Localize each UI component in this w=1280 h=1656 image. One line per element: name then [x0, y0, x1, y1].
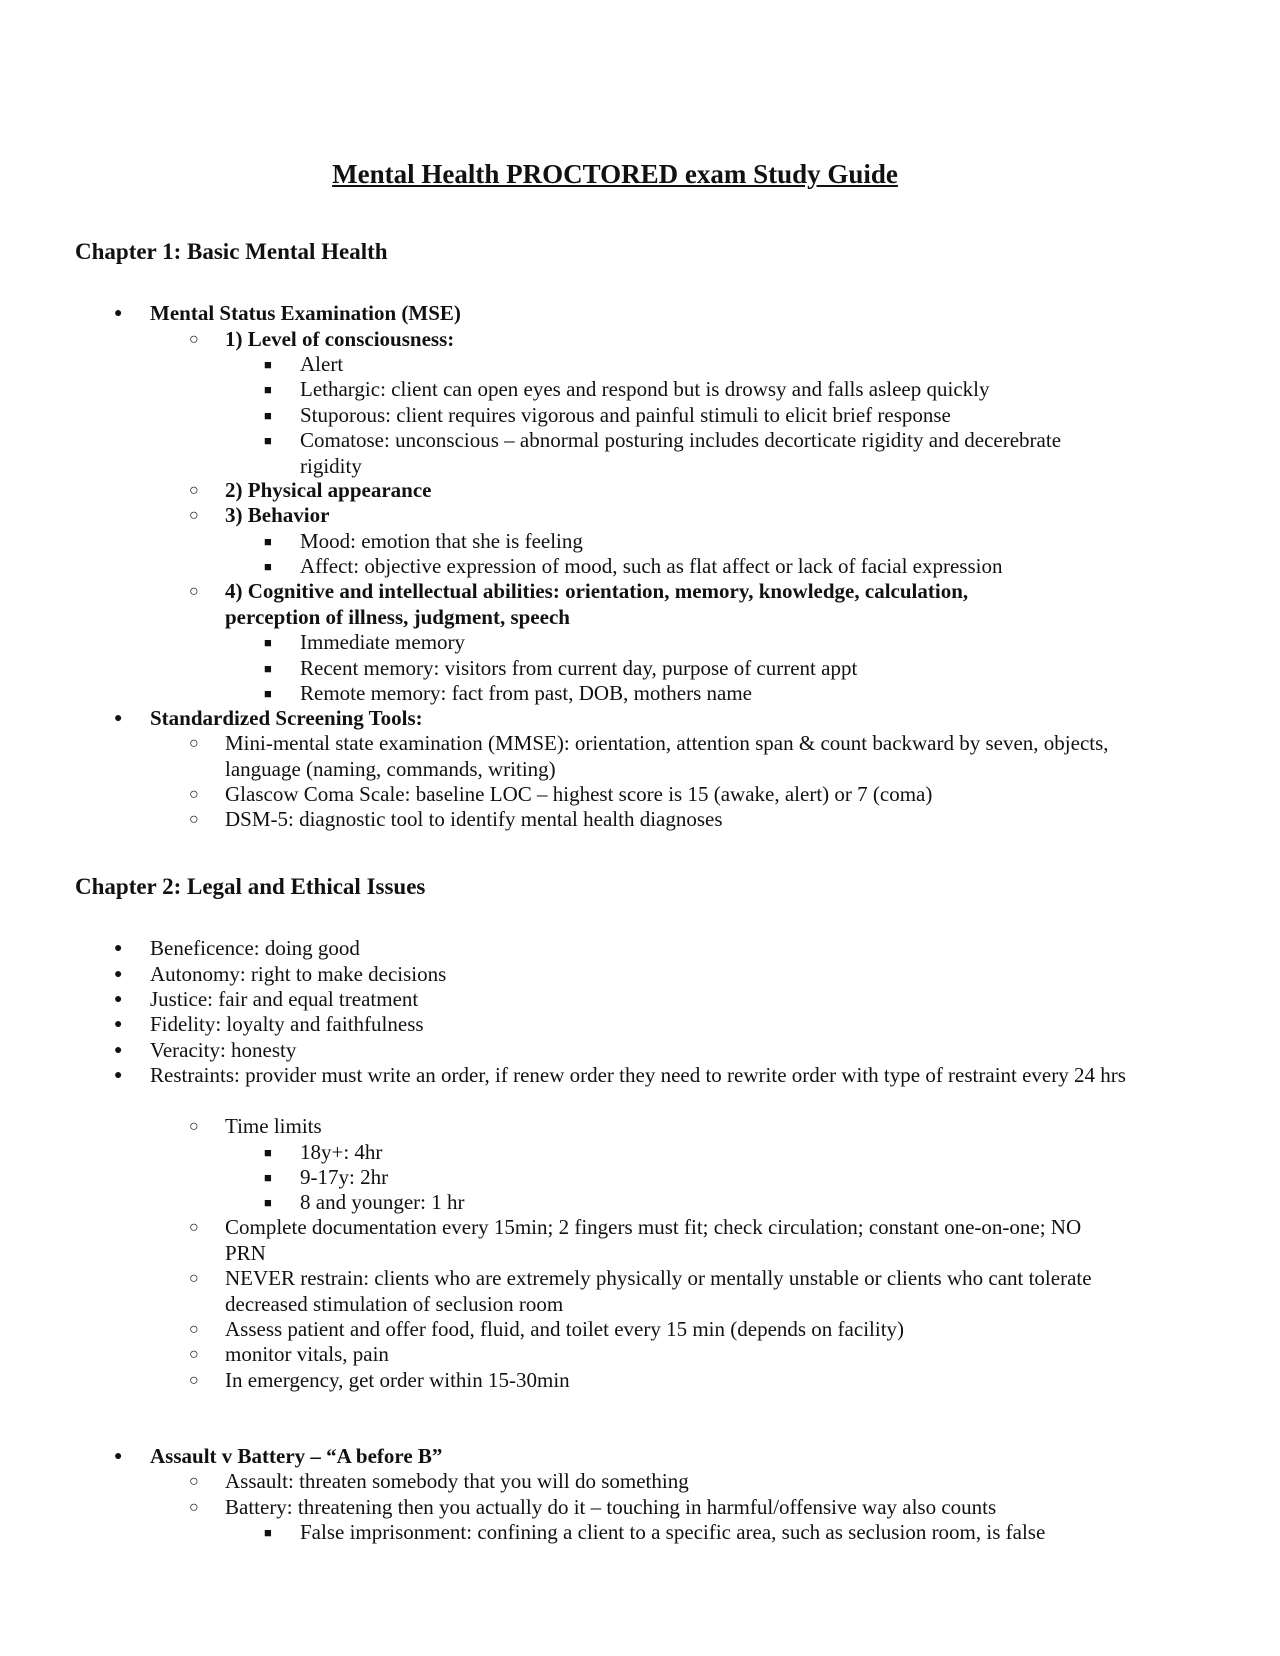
bullet-circle-icon: ○: [189, 1372, 199, 1389]
list-item: ○ Assault: threaten somebody that you will do something: [189, 1469, 689, 1493]
bullet-dot-icon: ●: [114, 711, 123, 726]
list-item: ■ 9-17y: 2hr: [264, 1165, 389, 1189]
list-item: ○ Assess patient and offer food, fluid, and toilet every 15 min (depends on facility): [189, 1317, 905, 1341]
list-item: ○ Time limits: [189, 1114, 322, 1138]
bullet-square-icon: ■: [264, 534, 272, 549]
bullet-dot-icon: ●: [114, 941, 123, 956]
list-item: ○ In emergency, get order within 15-30min: [189, 1368, 570, 1392]
bullet-square-icon: ■: [264, 635, 272, 650]
list-item: ● Restraints: provider must write an order, if renew order they need to rewrite order with type of restraint every 24 hrs: [114, 1063, 1126, 1087]
list-item: ■ Immediate memory: [264, 630, 466, 654]
bullet-dot-icon: ●: [114, 1068, 123, 1083]
bullet-square-icon: ■: [264, 661, 272, 676]
list-item: ● Beneficence: doing good: [114, 936, 360, 960]
list-item: ● Standardized Screening Tools:: [114, 706, 423, 730]
list-item: ○ 2) Physical appearance: [189, 478, 432, 502]
list-item: ■ Affect: objective expression of mood, such as flat affect or lack of facial expression: [264, 554, 1003, 578]
bullet-circle-icon: ○: [189, 583, 199, 600]
bullet-circle-icon: ○: [189, 1321, 199, 1338]
bullet-square-icon: ■: [264, 1170, 272, 1185]
bullet-circle-icon: ○: [189, 1346, 199, 1363]
bullet-circle-icon: ○: [189, 1499, 199, 1516]
bullet-square-icon: ■: [264, 357, 272, 372]
list-item: ● Fidelity: loyalty and faithfulness: [114, 1012, 424, 1036]
bullet-dot-icon: ●: [114, 992, 123, 1007]
bullet-square-icon: ■: [264, 382, 272, 397]
bullet-circle-icon: ○: [189, 1219, 199, 1236]
list-item: ○ monitor vitals, pain: [189, 1342, 389, 1366]
list-item: ○ Battery: threatening then you actually do it – touching in harmful/offensive way also counts: [189, 1495, 997, 1519]
bullet-dot-icon: ●: [114, 306, 123, 321]
list-item: ■ Stuporous: client requires vigorous and painful stimuli to elicit brief response: [264, 403, 951, 427]
bullet-square-icon: ■: [264, 433, 272, 448]
bullet-square-icon: ■: [264, 1195, 272, 1210]
list-item: ○ 1) Level of consciousness:: [189, 327, 455, 351]
list-item: ■ 8 and younger: 1 hr: [264, 1190, 465, 1214]
list-item: ○ Glascow Coma Scale: baseline LOC – highest score is 15 (awake, alert) or 7 (coma): [189, 782, 933, 806]
list-item: ■ Lethargic: client can open eyes and respond but is drowsy and falls asleep quickly: [264, 377, 990, 401]
bullet-circle-icon: ○: [189, 1270, 199, 1287]
list-item: ● Autonomy: right to make decisions: [114, 962, 447, 986]
list-item: ■ Recent memory: visitors from current day, purpose of current appt: [264, 656, 858, 680]
list-item: ○ Mini-mental state examination (MMSE): orientation, attention span & count backward by seven, objects, language (naming, commands, writing): [189, 731, 1109, 781]
list-item: ■ Remote memory: fact from past, DOB, mothers name: [264, 681, 752, 705]
list-item: ○ 4) Cognitive and intellectual abilities: orientation, memory, knowledge, calculation, perception of illness, judgment, speech: [189, 579, 969, 629]
bullet-circle-icon: ○: [189, 786, 199, 803]
list-item: ■ 18y+: 4hr: [264, 1140, 383, 1164]
bullet-circle-icon: ○: [189, 1118, 199, 1135]
bullet-square-icon: ■: [264, 1525, 272, 1540]
bullet-dot-icon: ●: [114, 1449, 123, 1464]
chapter-2-heading: Chapter 2: Legal and Ethical Issues: [75, 874, 426, 899]
list-item: ■ Comatose: unconscious – abnormal posturing includes decorticate rigidity and decerebrate rigidity: [264, 428, 1062, 478]
bullet-circle-icon: ○: [189, 811, 199, 828]
list-item: ■ False imprisonment: confining a client to a specific area, such as seclusion room, is false: [264, 1520, 1046, 1544]
bullet-circle-icon: ○: [189, 482, 199, 499]
page-title: Mental Health PROCTORED exam Study Guide: [332, 159, 898, 189]
bullet-square-icon: ■: [264, 408, 272, 423]
list-item: ● Assault v Battery – “A before B”: [114, 1444, 443, 1468]
list-item: ○ Complete documentation every 15min; 2 fingers must fit; check circulation; constant one-on-one; NO PRN: [189, 1215, 1082, 1265]
list-item: ● Mental Status Examination (MSE): [114, 301, 461, 325]
chapter-1-heading: Chapter 1: Basic Mental Health: [75, 239, 388, 264]
bullet-dot-icon: ●: [114, 1017, 123, 1032]
bullet-dot-icon: ●: [114, 967, 123, 982]
bullet-square-icon: ■: [264, 559, 272, 574]
list-item: ● Veracity: honesty: [114, 1038, 297, 1062]
bullet-circle-icon: ○: [189, 331, 199, 348]
list-item: ○ DSM-5: diagnostic tool to identify mental health diagnoses: [189, 807, 723, 831]
bullet-dot-icon: ●: [114, 1043, 123, 1058]
bullet-square-icon: ■: [264, 1145, 272, 1160]
list-item: ■ Mood: emotion that she is feeling: [264, 529, 583, 553]
list-item: ○ NEVER restrain: clients who are extremely physically or mentally unstable or clients who cant tolerate decreased stimulation of seclusion room: [189, 1266, 1092, 1316]
bullet-circle-icon: ○: [189, 507, 199, 524]
list-item: ○ 3) Behavior: [189, 503, 330, 527]
list-item: ● Justice: fair and equal treatment: [114, 987, 419, 1011]
bullet-square-icon: ■: [264, 686, 272, 701]
bullet-circle-icon: ○: [189, 735, 199, 752]
bullet-circle-icon: ○: [189, 1473, 199, 1490]
list-item: ■ Alert: [264, 352, 344, 376]
